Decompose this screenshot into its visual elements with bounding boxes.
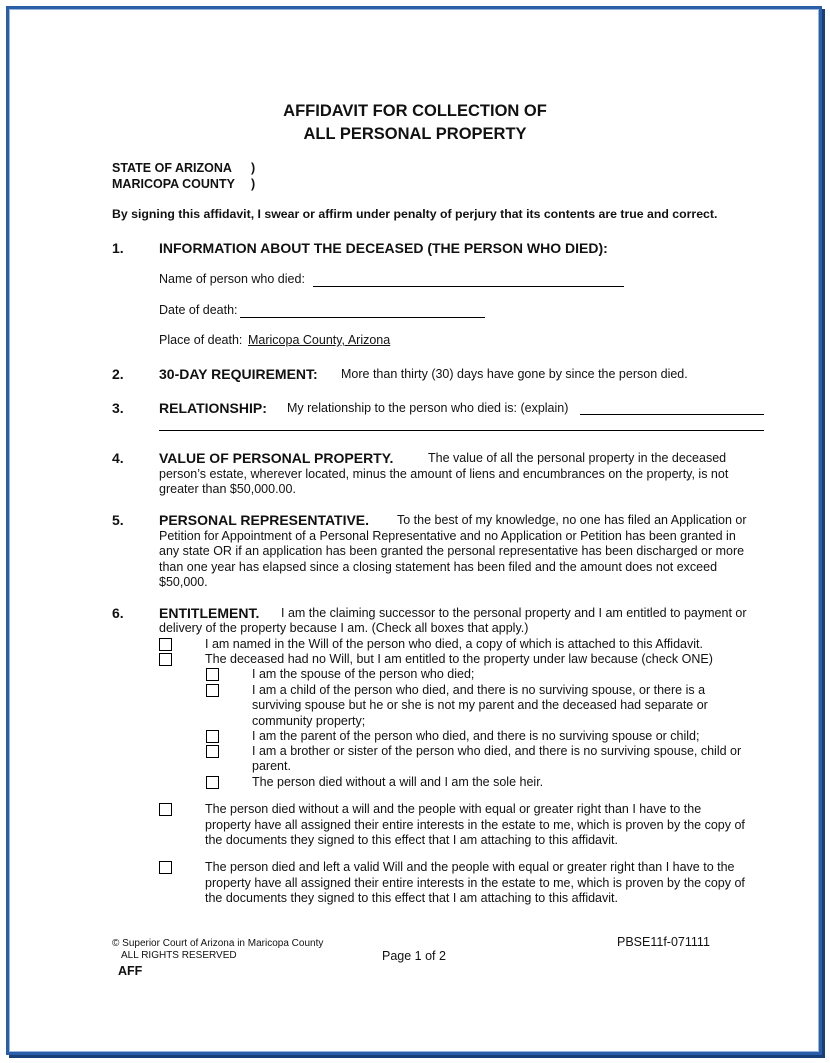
section-2-number: 2. [112, 366, 124, 382]
option-assigned-no-will-2: property have all assigned their entire interests in the estate to me, which is proven by the copy of [205, 818, 745, 832]
section-1-number: 1. [112, 240, 124, 256]
section-5-text-4: than one year has elapsed since a closing statement has been filed and the amount does not exceed [159, 560, 718, 574]
checkbox-spouse[interactable] [206, 668, 219, 681]
section-5-text-2: Petition for Appointment of a Personal Representative and no Application or Petition has been granted in [159, 529, 736, 543]
section-5-heading: PERSONAL REPRESENTATIVE. [159, 512, 370, 528]
section-2-text: More than thirty (30) days have gone by since the person died. [341, 367, 688, 381]
section-3-heading: RELATIONSHIP: [159, 400, 267, 416]
sub-option-sibling-1: I am a brother or sister of the person who died, and there is no surviving spouse, child or [252, 744, 742, 758]
section-2-heading: 30-DAY REQUIREMENT: [159, 366, 318, 382]
section-6-heading: ENTITLEMENT. [159, 605, 260, 621]
title-line-1: AFFIDAVIT FOR COLLECTION OF [283, 102, 547, 120]
section-6-number: 6. [112, 605, 124, 621]
section-5-text-3: any state OR if an application has been granted the personal representative has been discharged or more [159, 544, 745, 558]
checkbox-will[interactable] [159, 638, 172, 651]
section-3-text: My relationship to the person who died is: (explain) [287, 401, 569, 415]
checkbox-assigned-will[interactable] [159, 861, 172, 874]
footer-rights: ALL RIGHTS RESERVED [121, 950, 237, 961]
section-5-number: 5. [112, 512, 124, 528]
oath-statement: By signing this affidavit, I swear or affirm under penalty of perjury that its contents are true and correct. [112, 207, 718, 221]
date-field[interactable] [240, 317, 485, 318]
sub-option-child-2: surviving spouse but he or she is not my parent and the deceased had separate or [252, 698, 708, 712]
caption-paren-2: ) [251, 177, 256, 191]
place-label: Place of death: [159, 333, 243, 347]
form-id: PBSE11f-071111 [617, 935, 710, 949]
option-assigned-will-2: property have all assigned their entire interests in the estate to me, which is proven by the copy of [205, 876, 745, 890]
checkbox-no-will[interactable] [159, 653, 172, 666]
section-5-text-1: To the best of my knowledge, no one has filed an Application or [397, 513, 747, 527]
section-4-number: 4. [112, 450, 124, 466]
caption-county: MARICOPA COUNTY [112, 177, 235, 191]
option-assigned-no-will-3: the documents they signed to this effect that I am attaching to this affidavit. [205, 833, 618, 847]
checkbox-sole-heir[interactable] [206, 776, 219, 789]
section-4-text-1: The value of all the personal property in the deceased [428, 451, 727, 465]
sub-option-parent: I am the parent of the person who died, and there is no surviving spouse or child; [252, 729, 700, 743]
section-1-heading: INFORMATION ABOUT THE DECEASED (THE PERSON WHO DIED): [159, 240, 608, 256]
option-assigned-will-3: the documents they signed to this effect that I am attaching to this affidavit. [205, 891, 618, 905]
checkbox-assigned-no-will[interactable] [159, 803, 172, 816]
section-4-text-2: person’s estate, wherever located, minus the amount of liens and encumbrances on the property, is not [159, 467, 729, 481]
option-will: I am named in the Will of the person who died, a copy of which is attached to this Affidavit. [205, 637, 703, 651]
sub-option-child-3: community property; [252, 714, 366, 728]
section-6-text-1: I am the claiming successor to the personal property and I am entitled to payment or [281, 606, 747, 620]
date-label: Date of death: [159, 303, 238, 317]
place-value: Maricopa County, Arizona [248, 333, 391, 347]
sub-option-sibling-2: parent. [252, 759, 291, 773]
sub-option-sole-heir: The person died without a will and I am the sole heir. [252, 775, 544, 789]
caption-paren-1: ) [251, 161, 256, 175]
sub-option-child-1: I am a child of the person who died, and there is no surviving spouse, or there is a [252, 683, 706, 697]
relationship-field-2[interactable] [159, 430, 764, 431]
option-assigned-will-1: The person died and left a valid Will and the people with equal or greater right than I have to the [205, 860, 735, 874]
section-4-heading: VALUE OF PERSONAL PROPERTY. [159, 450, 394, 466]
section-3-number: 3. [112, 400, 124, 416]
checkbox-sibling[interactable] [206, 745, 219, 758]
name-field[interactable] [313, 286, 624, 287]
page-number: Page 1 of 2 [382, 949, 446, 963]
section-4-text-3: greater than $50,000.00. [159, 482, 296, 496]
checkbox-parent[interactable] [206, 730, 219, 743]
footer-copyright: © Superior Court of Arizona in Maricopa County [112, 938, 324, 949]
relationship-field-1[interactable] [580, 414, 764, 415]
option-no-will: The deceased had no Will, but I am entitled to the property under law because (check ONE) [205, 652, 713, 666]
caption-state: STATE OF ARIZONA [112, 161, 232, 175]
section-6-text-2: delivery of the property because I am. (Check all boxes that apply.) [159, 621, 529, 635]
section-5-text-5: $50,000. [159, 575, 208, 589]
option-assigned-no-will-1: The person died without a will and the people with equal or greater right than I have to the [205, 802, 702, 816]
name-label: Name of person who died: [159, 272, 305, 286]
sub-option-spouse: I am the spouse of the person who died; [252, 667, 475, 681]
title-line-2: ALL PERSONAL PROPERTY [303, 125, 527, 143]
footer-code: AFF [118, 964, 143, 978]
checkbox-child[interactable] [206, 684, 219, 697]
